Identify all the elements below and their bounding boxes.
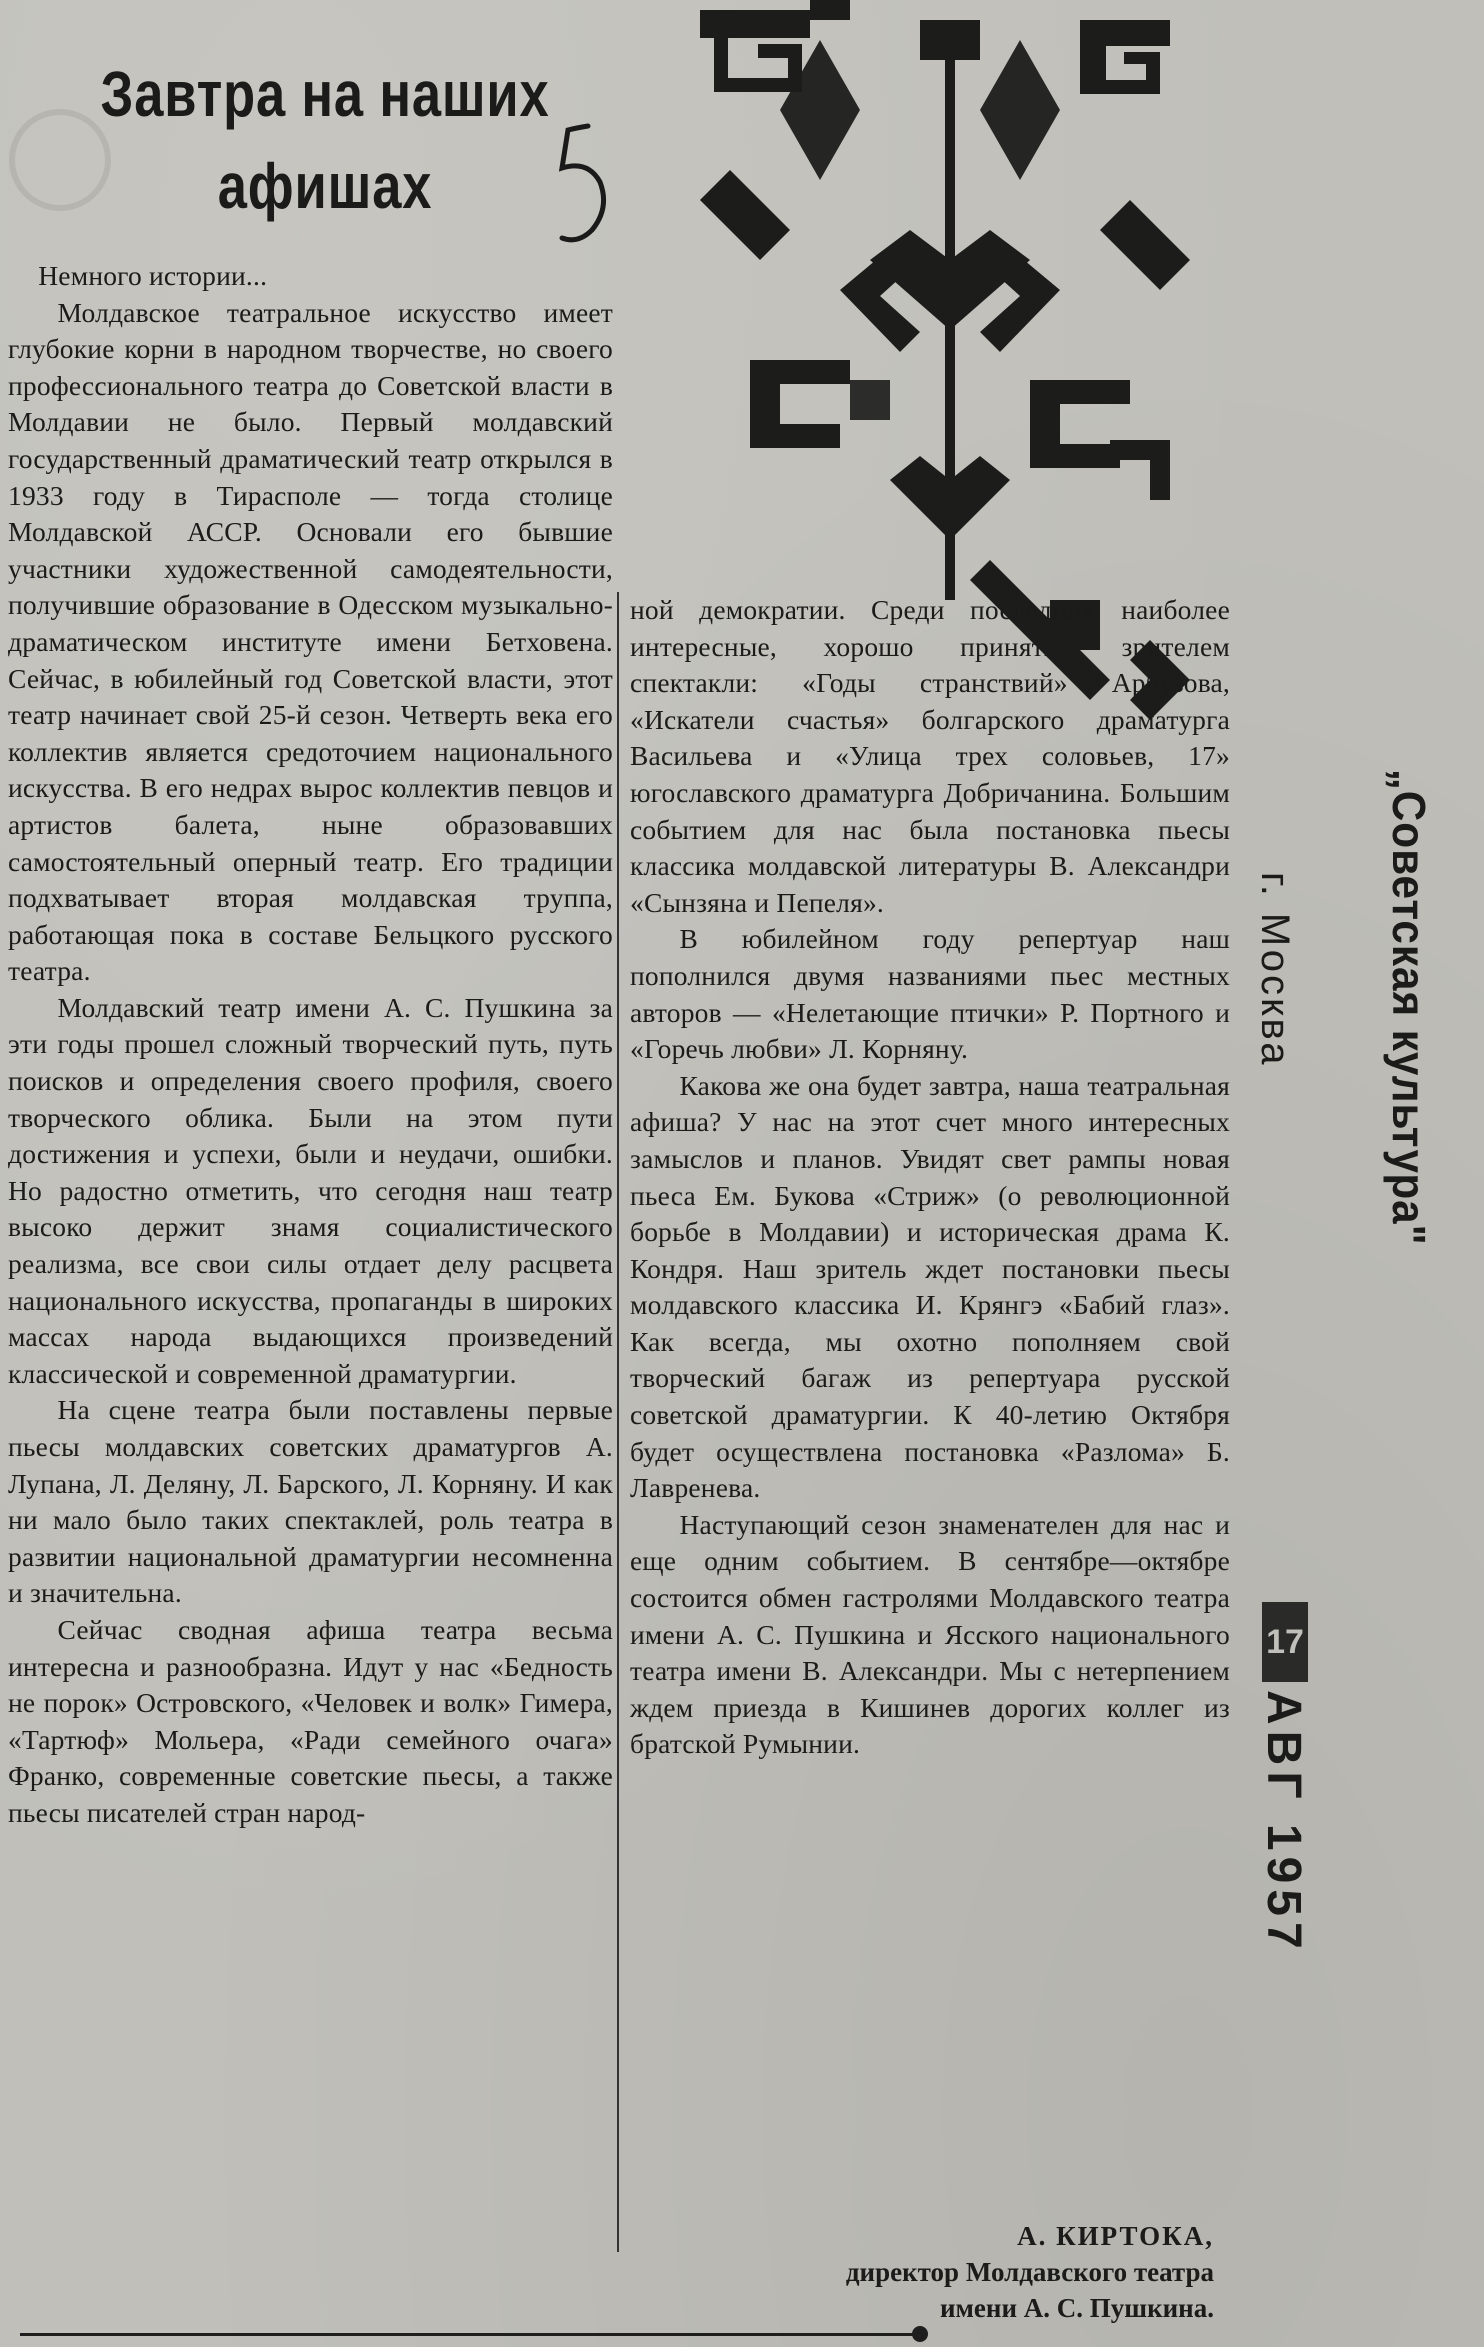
article-column-right: [630, 592, 1230, 1763]
newspaper-city: г. Москва: [1253, 872, 1297, 1068]
paragraph: Сейчас сводная афиша театра весьма интересна и разнообразна. Идут у нас «Бедность не порок» Островского, «Человек и волк» Гимера, «Тартюф» Мольера, «Ради семейного очага» Франко, современные советские пьесы, а также пьесы писателей стран народ-: [8, 1613, 613, 1828]
paragraph: Молдавский театр имени А. С. Пушкина за эти годы прошел сложный творческий путь, путь поисков и определения своего профиля, своего творческого облика. Были на этом пути достижения и успехи, были и неудачи, ошибки. Но радостно отметить, что сегодня наш театр высоко держит знамя социалистического реализма, все свои силы отдает делу расцвета национального искусства, пропаганды в широких массах народа выдающихся произведений классической и современной драматургии.: [8, 991, 613, 1389]
subheading-history: Немного истории...: [38, 260, 268, 291]
paragraph: Молдавское театральное искусство имеет глубокие корни в народном творчестве, но своего профессионального театра до Советской власти в Молдавии не было. Первый молдавский государственный драматический театр открылся в 1933 году в Тирасполе — тогда столице Молдавской АССР. Основали его бывшие участники художественной самодеятельности, получившие образование в Одесском музыкально-драматическом институте имени Бетховена. Сейчас, в юбилейный год Советской власти, этот театр начинает свой 25-й сезон. Четверть века его коллектив является средоточием национального искусства. В его недрах вырос коллектив певцов и артистов балета, ныне образовавших самостоятельный оперный театр. Его традиции подхватывает вторая молдавская труппа, работающая пока в составе Бельцкого русского театра.: [8, 296, 613, 987]
bottom-rule: [20, 2333, 920, 2336]
paragraph: В юбилейном году репертуар наш пополнился двумя названиями пьес местных авторов — «Нелетающие птички» Р. Портного и «Горечь любви» Л. Корняну.: [630, 923, 1230, 1065]
author-role: директор Молдавского театра: [845, 2257, 1214, 2287]
article-title: Завтра на наших афишах: [100, 58, 550, 222]
paragraph: ной демократии. Среди последних наиболее интересные, хорошо принятые зрителем спектакли: «Годы странствий» Арбузова, «Искатели счастья» болгарского драматурга Васильева и «Улица трех соловьев, 17» югославского драматурга Добричанина. Большим событием для нас была постановка пьесы классика молдавской литературы В. Александри «Сынзяна и Пепеля».: [630, 594, 1230, 918]
paragraph: На сцене театра были поставлены первые пьесы молдавских советских драматургов А. Лупана, Л. Деляну, Л. Барского, Л. Корняну. И как ни мало было таких спектаклей, роль театра в развитии национальной драматургии несомненна и значительна.: [8, 1394, 613, 1609]
date-stamp-day: [1262, 1602, 1308, 1682]
article-column-left: [8, 258, 613, 1832]
author-role: имени А. С. Пушкина.: [939, 2293, 1214, 2323]
paragraph: Наступающий сезон знаменателен для нас и еще одним событием. В сентябре—октябре состоится обмен гастролями Молдавского театра имени А. С. Пушкина и Ясского национального театра имени В. Александри. Мы с нетерпением ждем приезда в Кишинев дорогих коллег из братской Румынии.: [630, 1508, 1230, 1760]
handwritten-number-mark: [548, 120, 618, 250]
paragraph: Какова же она будет завтра, наша театральная афиша? У нас на этот счет много интересных замыслов и планов. Увидят свет рампы новая пьеса Ем. Букова «Стриж» (о революционной борьбе в Молдавии) и историческая драма К. Кондря. Наш зритель ждет постановки пьесы молдавского классика И. Крянгэ «Бабий глаз». Как всегда, мы охотно пополняем свой творческий багаж из репертуара русской советской драматургии. К 40-летию Октября будет осуществлена постановка «Разлома» Б. Лавренева.: [630, 1069, 1230, 1504]
column-divider: [617, 592, 619, 2252]
bottom-rule-dot: [912, 2326, 928, 2342]
author-name: А. КИРТОКА,: [1017, 2221, 1214, 2251]
date-stamp-day-text: 17: [1266, 1623, 1304, 1661]
author-signature: [846, 2218, 1214, 2326]
date-stamp-month-year: АВГ 1957: [1257, 1690, 1310, 1955]
newspaper-name: „Советская культура": [1383, 768, 1435, 1246]
